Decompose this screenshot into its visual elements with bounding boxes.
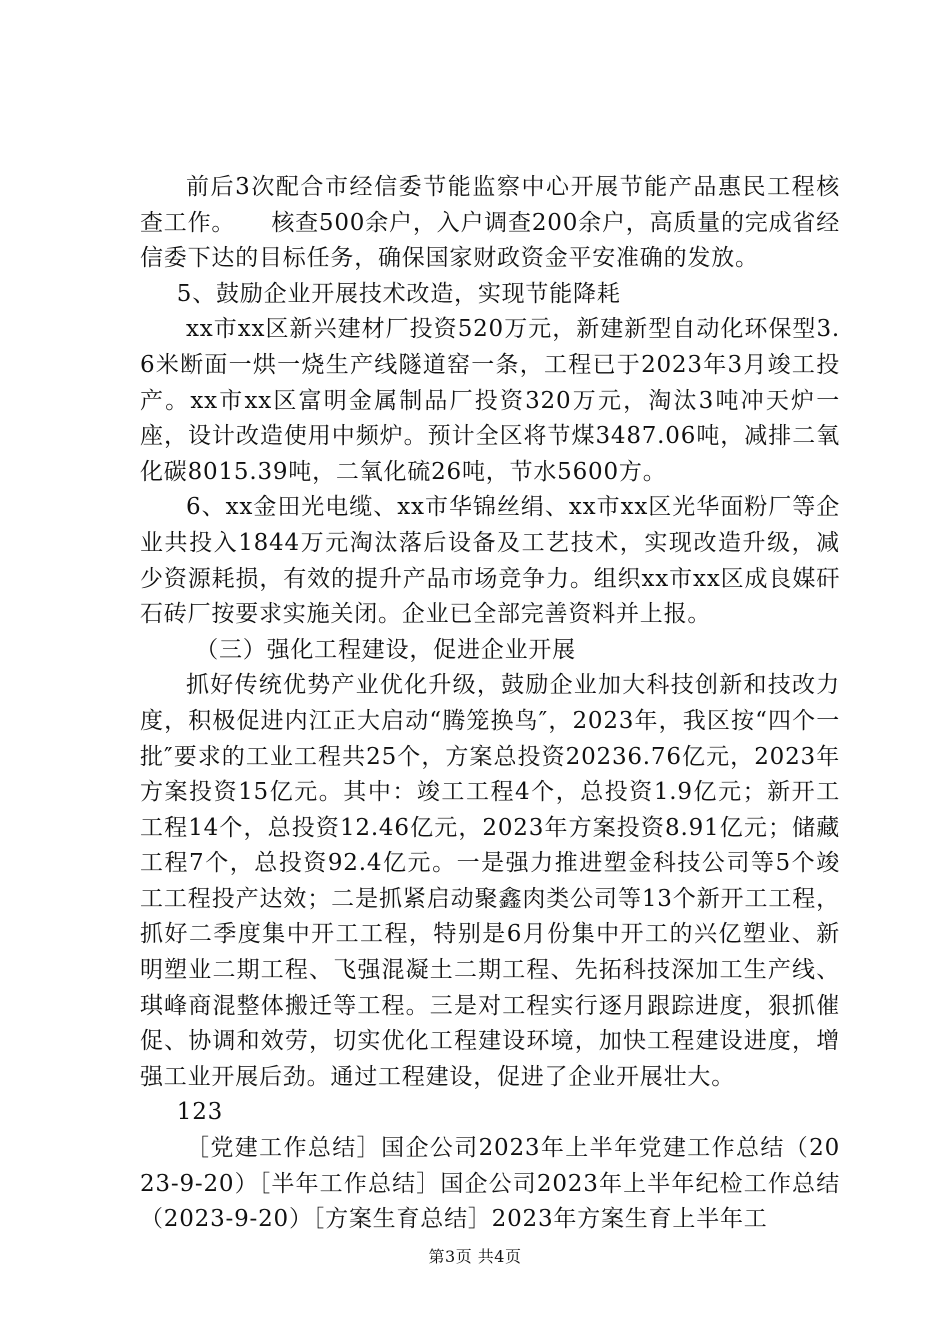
paragraph-3: 6、xx金田光电缆、xx市华锦丝绢、xx市xx区光华面粉厂等企业共投入1844万元淘汰落后设备及工艺技术，实现改造升级，减少资源耗损，有效的提升产品市场竞争力。组织xx市xx区成良媒矸石砖厂按要求实施关闭。企业已全部完善资料并上报。 bbox=[140, 494, 840, 628]
page-footer: 第3页 共4页 bbox=[428, 1247, 522, 1266]
section-heading-3: （三）强化工程建设，促进企业开展 bbox=[195, 636, 576, 663]
related-links-paragraph: ［党建工作总结］国企公司2023年上半年党建工作总结（2023-9-20）［半年工作总结］国企公司2023年上半年纪检工作总结（2023-9-20）［方案生育总结］2023年方案生育上半年工 bbox=[140, 1135, 840, 1233]
inline-number: 123 bbox=[176, 1099, 224, 1126]
paragraph-1: 前后3次配合市经信委节能监察中心开展节能产品惠民工程核查工作。 核查500余户，入户调查200余户，高质量的完成省经信委下达的目标任务，确保国家财政资金平安准确的发放。 bbox=[140, 174, 840, 272]
paragraph-4: 抓好传统优势产业优化升级，鼓励企业加大科技创新和技改力度，积极促进内江正大启动“腾笼换鸟″，2023年，我区按“四个一批″要求的工业工程共25个，方案总投资20236.76亿元，2023年方案投资15亿元。其中：竣工工程4个，总投资1.9亿元；新开工工程14个，总投资12.46亿元，2023年方案投资8.91亿元；储藏工程7个，总投资92.4亿元。一是强力推进塑金科技公司等5个竣工工程投产达效；二是抓紧启动聚鑫肉类公司等13个新开工工程，抓好二季度集中开工工程，特别是6月份集中开工的兴亿塑业、新明塑业二期工程、飞强混凝土二期工程、先拓科技深加工生产线、琪峰商混整体搬迁等工程。三是对工程实行逐月跟踪进度，狠抓催促、协调和效劳，切实优化工程建设环境，加快工程建设进度，增强工业开展后劲。通过工程建设，促进了企业开展壮大。 bbox=[140, 672, 840, 1090]
paragraph-2: xx市xx区新兴建材厂投资520万元，新建新型自动化环保型3.6米断面一烘一烧生产线隧道窑一条，工程已于2023年3月竣工投产。xx市xx区富明金属制品厂投资320万元，淘汰3吨冲天炉一座，设计改造使用中频炉。预计全区将节煤3487.06吨，减排二氧化碳8015.39吨，二氧化硫26吨，节水5600方。 bbox=[140, 316, 840, 485]
document-body bbox=[140, 170, 840, 1238]
heading-5: 5、鼓励企业开展技术改造，实现节能降耗 bbox=[176, 280, 621, 307]
